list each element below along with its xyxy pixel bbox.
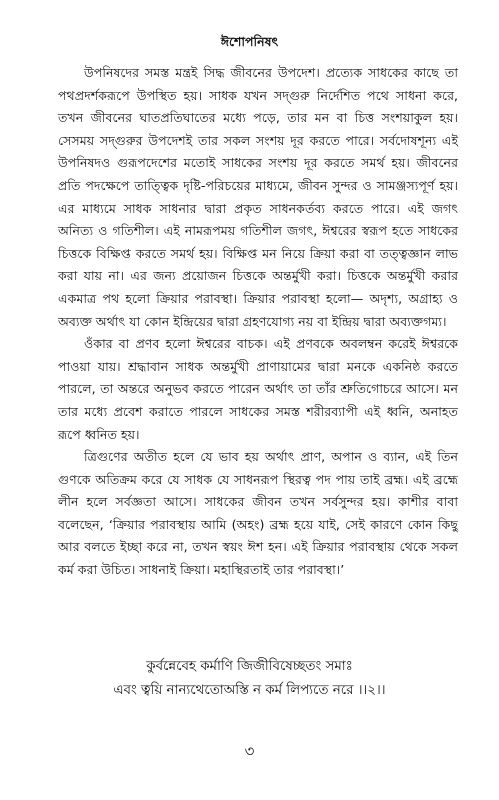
- verse-line-1: কুর্বন্নেবেহ কর্মাণি জিজীবিষেচ্ছতং সমাঃ: [146, 659, 353, 674]
- verse-line-2: এবং ত্বয়ি নান্যথেতোঅস্তি ন কর্ম লিপ্যতে নরে ।।২।।: [113, 683, 386, 698]
- running-title: ঈশোপনিষৎ: [220, 34, 279, 49]
- paragraph-1: উপনিষদের সমস্ত মন্ত্রই সিদ্ধ জীবনের উপদেশ। প্রত্যেক সাধকের কাছে তা পথপ্রদর্শকরূপে উপস্থিত হয়। সাধক যখন সদ্গুরু নির্দেশিত পথে সাধনা করে, তখন জীবনের ঘাতপ্রতিঘাতের মধ্যে পড়ে, তার মন বা চিত্ত সংশয়াকুল হয়। সেসময় সদ্গুরুর উপদেশই তার সকল সংশয় দূর করতে পারে। সর্বদোষশূন্য এই উপনিষদও গুরূপদেশের মতোই সাধকের সংশয় দূর করতে সমর্থ হয়। জীবনের প্রতি পদক্ষেপে তাত্ত্বিক দৃষ্টি-পরিচয়ের মাধ্যমে, জীবন সুন্দর ও সামঞ্জস্যপূর্ণ হয়। এর মাধ্যমে সাধক সাধনার দ্বারা প্রকৃত সাধনকর্তব্য করতে পারে। এই জগৎ অনিত্য ও গতিশীল। এই নামরূপময় গতিশীল জগৎ, ঈশ্বরের স্বরূপ হতে সাধকের চিত্তকে বিক্ষিপ্ত করতে সমর্থ হয়। বিক্ষিপ্ত মন নিয়ে ক্রিয়া করা বা তত্ত্বজ্ঞান লাভ করা যায় না। এর জন্য প্রয়োজন চিত্তকে অন্তর্মুখী করা। চিত্তকে অন্তর্মুখী করার একমাত্র পথ হলো ক্রিয়ার পরাবস্থা। ক্রিয়ার পরাবস্থা হলো— অদৃশ্য, অগ্রাহ্য ও অব্যক্ত অর্থাৎ যা কোন ইন্দ্রিয়ের দ্বারা গ্রহণযোগ্য নয় বা ইন্দ্রিয় দ্বারা অব্যক্তগম্য।: [58, 65, 458, 329]
- paragraph-3: ত্রিগুণের অতীত হলে যে ভাব হয় অর্থাৎ প্রাণ, অপান ও ব্যান, এই তিন গুণকে অতিক্রম করে যে সাধক যে সাধনরূপ স্থিরত্ব পদ পায় তাই ব্রহ্ম। এই ব্রহ্মে লীন হলে সর্বজ্ঞতা আসে। সাধকের জীবন তখন সর্বসুন্দর হয়। কাশীর বাবা বলেছেন, ‘ক্রিয়ার পরাবস্থায় আমি (অহং) ব্রহ্ম হয়ে যাই, সেই কারণে কোন কিছু আর বলতে ইচ্ছা করে না, তখন স্বয়ং ঈশ হন। এই ক্রিয়ার পরাবস্থায় থেকে সকল কর্ম করা উচিত। সাধনাই ক্রিয়া। মহাস্থিরতাই তার পরাবস্থা।’: [58, 449, 458, 578]
- body-text: [58, 62, 458, 582]
- page-number: ৩: [244, 742, 255, 760]
- paragraph-2: ওঁকার বা প্রণব হলো ঈশ্বরের বাচক। এই প্রণবকে অবলম্বন করেই ঈশ্বরকে পাওয়া যায়। শ্রদ্ধাবান সাধক অন্তর্মুখী প্রাণায়ামের দ্বারা মনকে একনিষ্ঠ করতে পারলে, তা অন্তরে অনুভব করতে পারেন অর্থাৎ তা তাঁর শ্রুতিগোচরে আসে। মন তার মধ্যে প্রবেশ করাতে পারলে সাধকের সমস্ত শরীরব্যাপী এই ধ্বনি, অনাহত রূপে ধ্বনিত হয়।: [58, 336, 458, 442]
- sanskrit-verse: [0, 655, 499, 703]
